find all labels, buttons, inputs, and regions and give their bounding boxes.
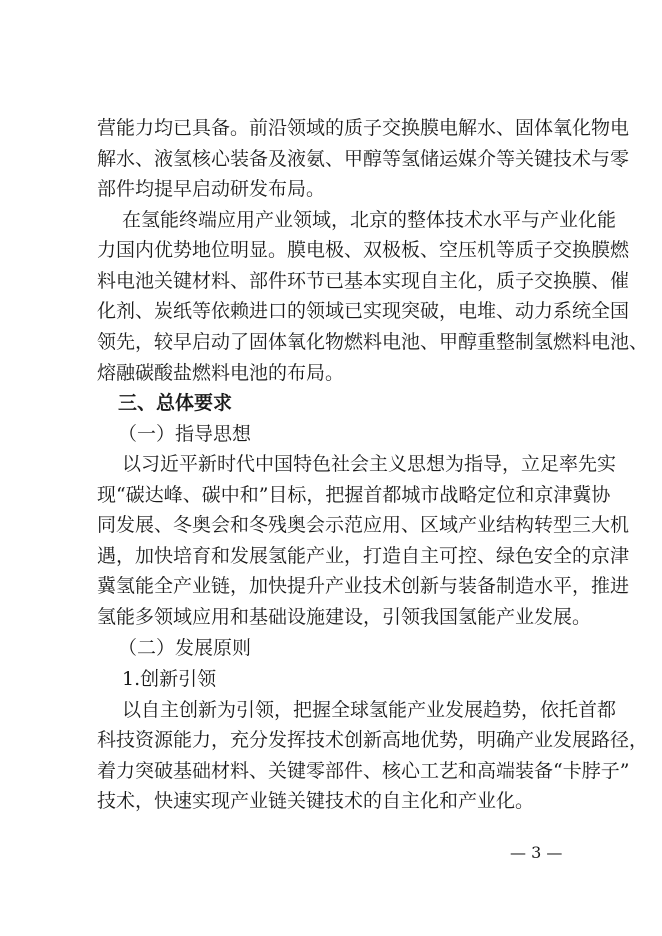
text-line: 部件均提早启动研发布局。 [97, 178, 326, 200]
subsection-heading: （二）发展原则 [118, 637, 252, 659]
text-line: 技术，快速实现产业链关键技术的自主化和产业化。 [97, 790, 535, 812]
section-heading: 三、总体要求 [118, 392, 233, 414]
text-line: 科技资源能力，充分发挥技术创新高地优势，明确产业发展路径， [97, 729, 649, 751]
text-line: 冀氢能全产业链，加快提升产业技术创新与装备制造水平，推进 [97, 575, 630, 597]
text-line: 同发展、冬奥会和冬残奥会示范应用、区域产业结构转型三大机 [97, 514, 630, 536]
item-heading: 1.创新引领 [122, 668, 217, 690]
text-line: 氢能多领域应用和基础设施建设，引领我国氢能产业发展。 [97, 606, 592, 628]
text-line: 以自主创新为引领，把握全球氢能产业发展趋势，依托首都 [122, 699, 617, 721]
text-line: 着力突破基础材料、关键零部件、核心工艺和高端装备“卡脖子” [97, 760, 630, 782]
subsection-heading: （一）指导思想 [118, 423, 252, 445]
text-line: 熔融碳酸盐燃料电池的布局。 [97, 362, 345, 384]
text-line: 领先，较早启动了固体氧化物燃料电池、甲醇重整制氢燃料电池、 [97, 331, 649, 353]
text-line: 力国内优势地位明显。膜电极、双极板、空压机等质子交换膜燃 [97, 239, 630, 261]
text-line: 化剂、炭纸等依赖进口的领域已实现突破，电堆、动力系统全国 [97, 300, 630, 322]
text-line: 以习近平新时代中国特色社会主义思想为指导，立足率先实 [122, 453, 617, 475]
text-line: 在氢能终端应用产业领域，北京的整体技术水平与产业化能 [122, 209, 617, 231]
text-line: 解水、液氢核心装备及液氨、甲醇等氢储运媒介等关键技术与零 [97, 148, 630, 170]
text-line: 现“碳达峰、碳中和”目标，把握首都城市战略定位和京津冀协 [97, 484, 611, 506]
text-line: 遇，加快培育和发展氢能产业，打造自主可控、绿色安全的京津 [97, 545, 630, 567]
text-line: 料电池关键材料、部件环节已基本实现自主化，质子交换膜、催 [97, 270, 630, 292]
page-number: — 3 — [510, 843, 563, 862]
text-line: 营能力均已具备。前沿领域的质子交换膜电解水、固体氧化物电 [97, 117, 630, 139]
